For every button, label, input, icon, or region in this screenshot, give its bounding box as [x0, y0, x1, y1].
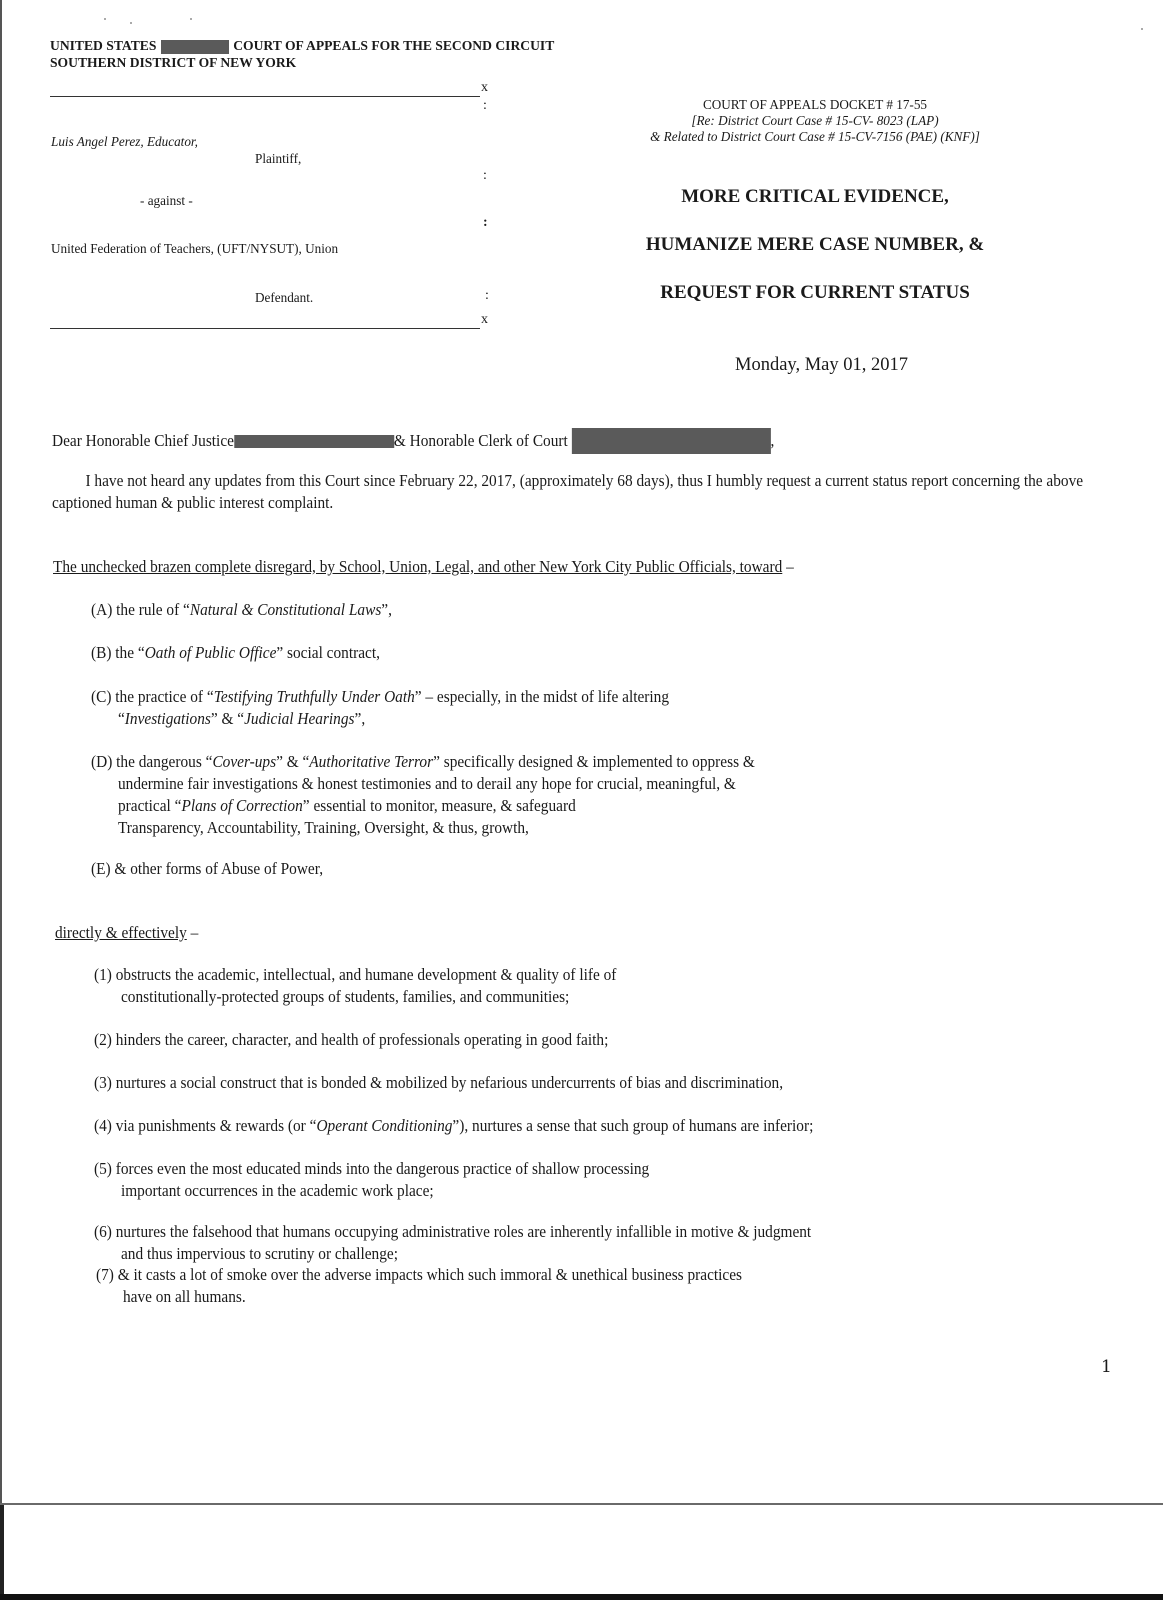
status-request-paragraph: I have not heard any updates from this Court since February 22, 2017, (approximately 68 days), thus I humbly request a current status report concerning the above captioned human & public interest complaint. — [52, 471, 1084, 512]
item-italic: Judicial Hearings — [244, 709, 355, 728]
document-title-line-3: REQUEST FOR CURRENT STATUS — [660, 282, 970, 303]
scan-speck — [1141, 28, 1143, 30]
caption-bottom-rule — [50, 328, 480, 329]
item-italic: Authoritative Terror — [309, 752, 434, 771]
caption-colon: : — [483, 215, 488, 230]
item-text: ” essential to monitor, measure, & safeguard — [302, 796, 576, 815]
item-text: (A) the rule of “ — [91, 600, 190, 619]
redaction-box — [161, 40, 229, 54]
redaction-box — [234, 435, 394, 448]
caption-colon: : — [483, 168, 487, 183]
item-text: (1) obstructs the academic, intellectual, and humane development & quality of life of — [94, 965, 617, 984]
list-item-c — [91, 686, 669, 730]
item-text: important occurrences in the academic work place; — [120, 1181, 434, 1200]
item-italic: Natural & Constitutional Laws — [189, 600, 382, 619]
item-text: undermine fair investigations & honest testimonies and to derail any hope for crucial, meaningful, & — [117, 774, 736, 793]
docket-block — [600, 97, 1030, 145]
redaction-box — [572, 428, 771, 454]
scan-speck — [104, 18, 106, 20]
heading-dash: – — [186, 923, 199, 942]
item-italic: Operant Conditioning — [316, 1116, 453, 1135]
item-text: ”, — [381, 600, 392, 619]
section-2-heading-text: directly & effectively — [55, 923, 187, 942]
salutation — [52, 428, 774, 454]
scan-speck — [190, 18, 192, 20]
item-text: ” – especially, in the midst of life altering — [414, 687, 670, 706]
defendant-name: United Federation of Teachers, (UFT/NYSUT), Union — [51, 241, 339, 256]
document-title-line-1: MORE CRITICAL EVIDENCE, — [681, 186, 949, 207]
item-text: (D) the dangerous “ — [91, 752, 213, 771]
item-text: (4) via punishments & rewards (or “ — [94, 1116, 317, 1135]
heading-dash: – — [782, 557, 794, 576]
court-name-part1: UNITED STATES — [50, 38, 157, 53]
caption-x-top: x — [481, 80, 488, 95]
salutation-part2: & Honorable Clerk of Court — [393, 431, 568, 450]
caption-colon: : — [483, 98, 487, 113]
item-text: ” & “ — [210, 709, 245, 728]
item-text: (C) the practice of “ — [91, 687, 214, 706]
item-italic: Testifying Truthfully Under Oath — [213, 687, 415, 706]
docket-number: COURT OF APPEALS DOCKET # 17-55 — [702, 97, 928, 112]
document-title-line-2: HUMANIZE MERE CASE NUMBER, & — [645, 234, 985, 255]
item-italic: Cover-ups — [212, 752, 277, 771]
caption-top-rule — [50, 96, 480, 97]
section-1-heading-text: The unchecked brazen complete disregard, by School, Union, Legal, and other New York City Public Officials, toward — [53, 557, 783, 576]
item-text: (5) forces even the most educated minds into the dangerous practice of shallow processing — [94, 1159, 650, 1178]
list-item-b — [91, 642, 380, 664]
scanner-bottom-border — [0, 1594, 1163, 1600]
item-italic: Investigations — [124, 709, 211, 728]
caption-colon: : — [485, 288, 489, 303]
item-italic: Plans of Correction — [181, 796, 303, 815]
related-case-2: & Related to District Court Case # 15-CV-7156 (PAE) (KNF)] — [650, 129, 980, 144]
item-text: (6) nurtures the falsehood that humans occupying administrative roles are inherently infallible in motive & judgment — [94, 1222, 812, 1241]
item-text: and thus impervious to scrutiny or challenge; — [120, 1244, 398, 1263]
section-2-heading — [55, 922, 198, 944]
scan-speck — [130, 22, 132, 24]
item-text: (7) & it casts a lot of smoke over the adverse impacts which such immoral & unethical business practices — [96, 1265, 743, 1284]
item-text: ” & “ — [276, 752, 310, 771]
item-text: have on all humans. — [122, 1287, 246, 1306]
scanner-edge — [0, 1505, 4, 1600]
district-name: SOUTHERN DISTRICT OF NEW YORK — [50, 55, 297, 70]
list-item-7 — [96, 1264, 742, 1308]
item-italic: Oath of Public Office — [144, 643, 277, 662]
letter-date: Monday, May 01, 2017 — [735, 355, 908, 375]
page-bottom-edge — [0, 1503, 1163, 1505]
item-text: practical “ — [117, 796, 182, 815]
caption-x-bottom: x — [481, 312, 488, 327]
against-label: - against - — [140, 193, 193, 208]
section-1-heading — [53, 556, 794, 578]
list-item-e — [91, 858, 323, 880]
list-item-3 — [94, 1072, 783, 1094]
list-item-5 — [94, 1158, 649, 1202]
item-text: (3) nurtures a social construct that is bonded & mobilized by nefarious undercurrents of bias and discrimination, — [94, 1073, 784, 1092]
item-text: constitutionally-protected groups of students, families, and communities; — [120, 987, 570, 1006]
court-header — [50, 37, 554, 71]
defendant-label: Defendant. — [255, 290, 314, 305]
list-item-a — [91, 599, 392, 621]
list-item-d — [91, 751, 755, 839]
item-text: ” specifically designed & implemented to oppress & — [433, 752, 755, 771]
plaintiff-name: Luis Angel Perez, Educator, — [51, 134, 198, 149]
list-item-2 — [94, 1029, 608, 1051]
item-text: ” social contract, — [276, 643, 380, 662]
salutation-part1: Dear Honorable Chief Justice — [52, 431, 234, 450]
court-name-part2: COURT OF APPEALS FOR THE SECOND CIRCUIT — [233, 38, 555, 53]
item-text: (2) hinders the career, character, and health of professionals operating in good faith; — [94, 1030, 609, 1049]
item-text: “ — [117, 709, 125, 728]
list-item-6 — [94, 1221, 811, 1265]
item-text: ”, — [354, 709, 366, 728]
plaintiff-label: Plaintiff, — [255, 151, 302, 166]
salutation-part3: , — [770, 431, 775, 450]
item-text: (E) & other forms of Abuse of Power, — [91, 859, 324, 878]
item-text: ”), nurtures a sense that such group of humans are inferior; — [452, 1116, 814, 1135]
page-number: 1 — [1101, 1357, 1112, 1377]
item-text: (B) the “ — [91, 643, 145, 662]
list-item-1 — [94, 964, 616, 1008]
item-text: Transparency, Accountability, Training, Oversight, & thus, growth, — [117, 818, 529, 837]
related-case-1: [Re: District Court Case # 15-CV- 8023 (LAP) — [691, 113, 939, 128]
list-item-4 — [94, 1115, 813, 1137]
